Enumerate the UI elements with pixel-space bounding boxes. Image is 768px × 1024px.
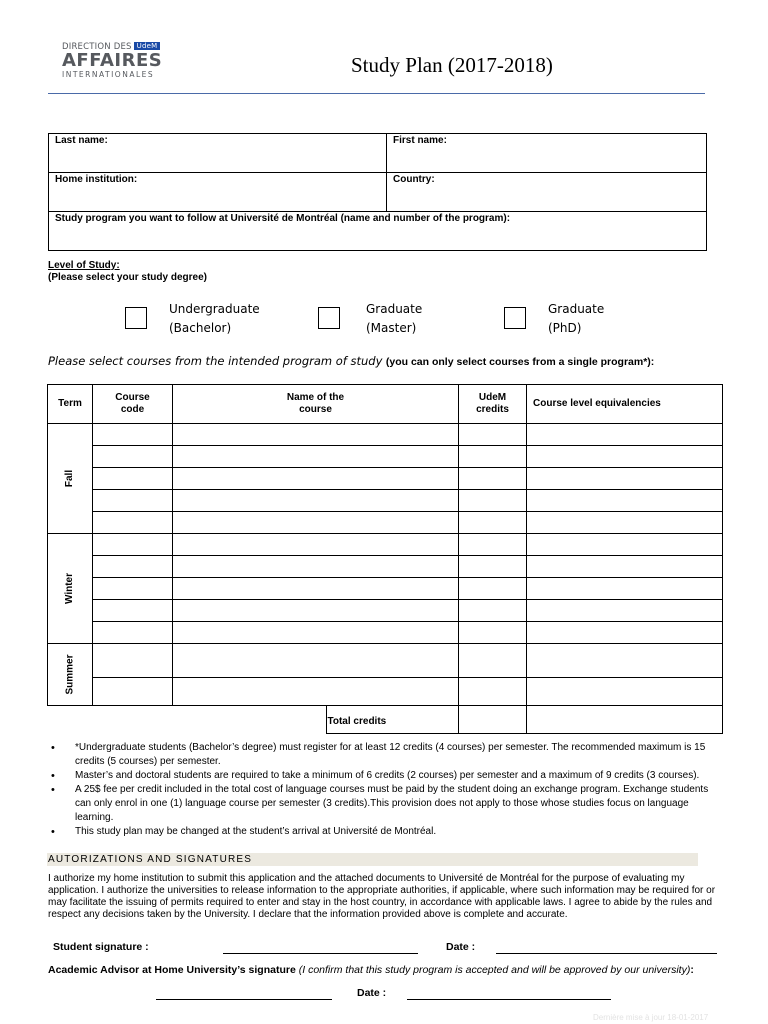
total-row: [48, 706, 723, 734]
table-row: [48, 534, 723, 556]
advisor-confirmation: (I confirm that this study program is accepted and will be approved by our university): [298, 964, 691, 976]
course-name-cell[interactable]: [173, 622, 459, 644]
level-of-study-title: Level of Study:: [48, 260, 120, 271]
equivalency-cell[interactable]: [527, 556, 723, 578]
last-name-label: Last name:: [55, 135, 108, 146]
course-intro: [48, 354, 654, 368]
choice-phd-line2: (PhD): [548, 321, 582, 335]
course-name-cell[interactable]: [173, 424, 459, 446]
course-code-cell[interactable]: [93, 424, 173, 446]
udem-logo: [62, 42, 174, 79]
course-name-cell[interactable]: [173, 578, 459, 600]
course-name-cell[interactable]: [173, 512, 459, 534]
equivalency-cell[interactable]: [527, 468, 723, 490]
equivalency-cell[interactable]: [527, 446, 723, 468]
table-row: [48, 490, 723, 512]
course-intro-bold: (you can only select courses from a single program*):: [385, 356, 655, 368]
total-credits-label: Total credits: [326, 706, 459, 734]
total-equivalency-value[interactable]: [527, 706, 723, 734]
course-name-cell[interactable]: [173, 534, 459, 556]
note-item: • *Undergraduate students (Bachelor’s degree) must register for at least 12 credits (4 courses) per semester. The recommended maximum is 15 credits (5 courses) per semester.: [48, 741, 718, 769]
table-row: [48, 644, 723, 678]
choice-phd-line1: Graduate: [548, 302, 605, 316]
course-intro-italic: Please select courses from the intended program of study: [48, 354, 383, 368]
course-name-cell[interactable]: [173, 678, 459, 706]
course-code-cell[interactable]: [93, 534, 173, 556]
header-divider: [48, 93, 705, 94]
course-name-cell[interactable]: [173, 446, 459, 468]
credits-cell[interactable]: [459, 512, 527, 534]
course-code-cell[interactable]: [93, 622, 173, 644]
table-row: [48, 622, 723, 644]
advisor-signature-line[interactable]: [156, 999, 332, 1000]
country-field[interactable]: [387, 173, 707, 212]
logo-line1: DIRECTION DES: [62, 42, 132, 52]
credits-cell[interactable]: [459, 678, 527, 706]
checkbox-phd[interactable]: [504, 307, 526, 329]
term-winter: Winter: [48, 534, 93, 644]
checkbox-undergraduate[interactable]: [125, 307, 147, 329]
credits-cell[interactable]: [459, 556, 527, 578]
header-udem-credits: UdeM credits: [459, 385, 527, 424]
choice-undergraduate-line1: Undergraduate: [169, 302, 260, 316]
credits-cell[interactable]: [459, 446, 527, 468]
credits-cell[interactable]: [459, 600, 527, 622]
choice-master-line2: (Master): [366, 321, 417, 335]
course-name-cell[interactable]: [173, 600, 459, 622]
course-table: [47, 384, 723, 734]
total-credits-value[interactable]: [459, 706, 527, 734]
student-date-line[interactable]: [496, 953, 717, 954]
course-name-cell[interactable]: [173, 490, 459, 512]
checkbox-master[interactable]: [318, 307, 340, 329]
course-code-cell[interactable]: [93, 644, 173, 678]
equivalency-cell[interactable]: [527, 600, 723, 622]
choice-undergraduate-line2: (Bachelor): [169, 321, 232, 335]
equivalency-cell[interactable]: [527, 578, 723, 600]
credits-cell[interactable]: [459, 622, 527, 644]
credits-cell[interactable]: [459, 644, 527, 678]
note-item: • Master’s and doctoral students are required to take a minimum of 6 credits (2 courses) per semester and a maximum of 9 credits (3 courses).: [48, 769, 718, 783]
table-row: [48, 468, 723, 490]
first-name-field[interactable]: [387, 134, 707, 173]
home-institution-field[interactable]: [49, 173, 387, 212]
course-name-cell[interactable]: [173, 556, 459, 578]
course-name-cell[interactable]: [173, 468, 459, 490]
credits-cell[interactable]: [459, 490, 527, 512]
equivalency-cell[interactable]: [527, 490, 723, 512]
student-signature-label: Student signature :: [53, 941, 149, 953]
credits-cell[interactable]: [459, 534, 527, 556]
credits-cell[interactable]: [459, 468, 527, 490]
equivalency-cell[interactable]: [527, 512, 723, 534]
course-code-cell[interactable]: [93, 512, 173, 534]
equivalency-cell[interactable]: [527, 644, 723, 678]
advisor-date-line[interactable]: [407, 999, 611, 1000]
student-signature-line[interactable]: [223, 953, 418, 954]
logo-badge: UdeM: [134, 42, 161, 50]
term-summer: Summer: [48, 644, 93, 706]
level-of-study-hint: (Please select your study degree): [48, 272, 207, 283]
last-name-field[interactable]: [49, 134, 387, 173]
authorizations-heading: AUTORIZATIONS AND SIGNATURES: [47, 853, 698, 866]
term-fall: Fall: [48, 424, 93, 534]
advisor-signature-text: Academic Advisor at Home University’s signature (I confirm that this study program is accepted and will be approved by our university):: [48, 964, 694, 976]
first-name-label: First name:: [393, 135, 447, 146]
note-item: • This study plan may be changed at the student’s arrival at Université de Montréal.: [48, 825, 718, 839]
table-row: [48, 446, 723, 468]
course-name-cell[interactable]: [173, 644, 459, 678]
credits-cell[interactable]: [459, 424, 527, 446]
notes-list: [48, 741, 718, 839]
home-institution-label: Home institution:: [55, 174, 138, 185]
authorizations-text: I authorize my home institution to submit this application and the attached documents to Université de Montréal for the purpose of evaluating my application. I authorize the universities to release information to the appropriate authorities, if applicable, where such information may be required for or may facilitate the issuing of permits required to enter and stay in the host country, in accordance with applicable laws. I agree to abide by the rules and respect any decisions taken by the University. I declare that the information provided above is complete and accurate.: [48, 873, 716, 920]
last-updated-stamp: Dernière mise à jour 18-01-2017: [593, 1013, 709, 1022]
logo-line2: AFFAIRES: [62, 50, 163, 71]
advisor-date-label: Date :: [357, 987, 387, 999]
header-term: Term: [48, 385, 93, 424]
equivalency-cell[interactable]: [527, 622, 723, 644]
equivalency-cell[interactable]: [527, 424, 723, 446]
course-code-cell[interactable]: [93, 490, 173, 512]
course-code-cell[interactable]: [93, 556, 173, 578]
table-row: [48, 578, 723, 600]
identity-table: [48, 133, 707, 251]
header-course-code: Course code: [93, 385, 173, 424]
logo-line3: INTERNATIONALES: [62, 70, 155, 79]
table-row: [48, 600, 723, 622]
course-code-cell[interactable]: [93, 678, 173, 706]
equivalency-cell[interactable]: [527, 678, 723, 706]
course-code-cell[interactable]: [93, 468, 173, 490]
equivalency-cell[interactable]: [527, 534, 723, 556]
table-row: [48, 678, 723, 706]
note-item: • A 25$ fee per credit included in the total cost of language courses must be paid by the student doing an exchange program. Exchange students can only enrol in one (1) language course per semester (3 credits).This provision does not apply to those whose studies focus on language learning.: [48, 783, 718, 825]
table-row: [48, 512, 723, 534]
table-row: [48, 424, 723, 446]
study-program-field[interactable]: [49, 212, 707, 251]
header-course-name: Name of the course: [173, 385, 459, 424]
table-row: [48, 556, 723, 578]
course-code-cell[interactable]: [93, 578, 173, 600]
choice-master-line1: Graduate: [366, 302, 423, 316]
course-code-cell[interactable]: [93, 446, 173, 468]
course-code-cell[interactable]: [93, 600, 173, 622]
student-date-label: Date :: [446, 941, 476, 953]
advisor-signature-label: Academic Advisor at Home University’s signature: [48, 964, 296, 976]
credits-cell[interactable]: [459, 578, 527, 600]
document-title: Study Plan (2017-2018): [351, 53, 553, 77]
country-label: Country:: [393, 174, 435, 185]
study-program-label: Study program you want to follow at Université de Montréal (name and number of the program):: [55, 213, 511, 224]
header-level-equivalencies: Course level equivalencies: [527, 385, 723, 424]
